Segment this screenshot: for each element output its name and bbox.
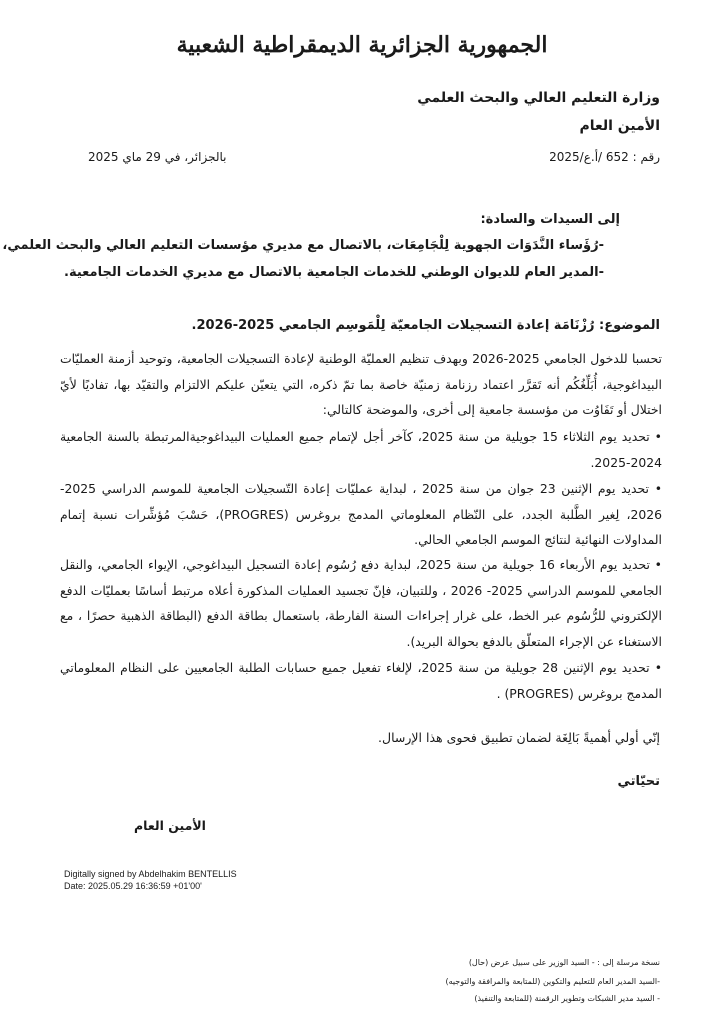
subject-line: الموضوع: رُزْنَامَة إعادة التسجيلات الجامعيّة لِلْمَوسِم الجامعي 2025-2026. <box>191 318 660 333</box>
addressee-line: -رُؤَساء النَّدَوَات الجهوية لِلْجَامِعَات، بالاتصال مع مديري مؤسسات التعليم العالي والبحث العلمي، <box>2 238 604 253</box>
calendar-item: • تحديد يوم الإثنين 23 جوان من سنة 2025 ، لبداية عمليّات إعادة التّسجيلات الجامعية للموسم الدراسي 2025-2026، لِغير الطَّلبة الجدد، على النّظام المعلوماتي المدمج بروغرس (PROGRES)، حَسْبَ مُؤشِّرات نسبة إتمام المداولات النهائية لنتائج الموسم الجامعي الحالي. <box>60 476 662 553</box>
calendar-item: • تحديد يوم الأربعاء 16 جويلية من سنة 2025، لبداية دفع رُسُوم إعادة التسجيل البيداغوجي، الإيواء الجامعي، والنقل الجامعي للموسم الدراسي 2025- 2026 ، وللتبيان، فإنّ تجسيد العمليات المذكورة أعلاه مرتبط أساسًا بعمليّات الدفع الإلكتروني للرُّسُوم عبر الخط، على غرار إجراءات السنة الفارطة، باستعمال بطاقة الدفع (البطاقة الذهبية حصرًا ، مع الاستغناء عن الإجراء المتعلّق بالدفع بحوالة البريد). <box>60 552 662 654</box>
secretary-general-label: الأمين العام <box>579 118 660 134</box>
signature-title: الأمين العام <box>134 818 206 833</box>
copy-recipient: نسخة مرسلة إلى : - السيد الوزير على سبيل عرض (حال) <box>468 958 660 967</box>
calendar-item: • تحديد يوم الثلاثاء 15 جويلية من سنة 2025، كآخر أجل لإتمام جميع العمليات البيداغوجيةالمرتبطة بالسنة الجامعية 2024-2025. <box>60 424 662 475</box>
addressees-title: إلى السيدات والسادة: <box>480 212 620 227</box>
digital-signature <box>64 868 237 892</box>
closing-sentence: إنّي أولي أهميةً بَالِغَة لضمان تطبيق فحوى هذا الإرسال. <box>378 730 660 745</box>
ministry-name: وزارة التعليم العالي والبحث العلمي <box>417 90 660 106</box>
republic-title: الجمهورية الجزائرية الديمقراطية الشعبية <box>176 32 548 58</box>
greeting: تحيّاتي <box>617 774 660 789</box>
reference-number: رقم : 652 /أ.ع/2025 <box>549 150 660 164</box>
copy-recipient: -السيد المدير العام للتعليم والتكوين (للمتابعة والمرافقة والتوجيه) <box>445 977 660 986</box>
intro-paragraph: تحسبا للدخول الجامعي 2025-2026 وبهدف تنظيم العمليّة الوطنية لإعادة التسجيلات الجامعية، وتوحيد أزمنة العمليّات البيداغوجية، أُبَلِّغُكُم أنه تَقرَّر اعتماد رزنامة زمنيّة خاصة بما تمّ ذكره، التي يتعيّن عليكم الالتزام والتقيّد بها، تفاديًا لأيّ اختلال أو تَفَاوُت من مؤسسة جامعية إلى أخرى، والموضحة كالتالي: <box>60 351 662 417</box>
addressee-line: -المدير العام للديوان الوطني للخدمات الجامعية بالاتصال مع مديري الخدمات الجامعية. <box>64 265 604 280</box>
digital-signature-name: Digitally signed by Abdelhakim BENTELLIS <box>64 869 237 879</box>
calendar-item: • تحديد يوم الإثنين 28 جويلية من سنة 2025، لإلغاء تفعيل جميع حسابات الطلبة الجامعيين على النظام المعلوماتي المدمج بروغرس (PROGRES) . <box>60 655 662 706</box>
digital-signature-date: Date: 2025.05.29 16:36:59 +01'00' <box>64 881 202 891</box>
place-date: بالجزائر، في 29 ماي 2025 <box>88 150 227 164</box>
copy-recipient: - السيد مدير الشبكات وتطوير الرقمنة (للمتابعة والتنفيذ) <box>474 994 660 1003</box>
